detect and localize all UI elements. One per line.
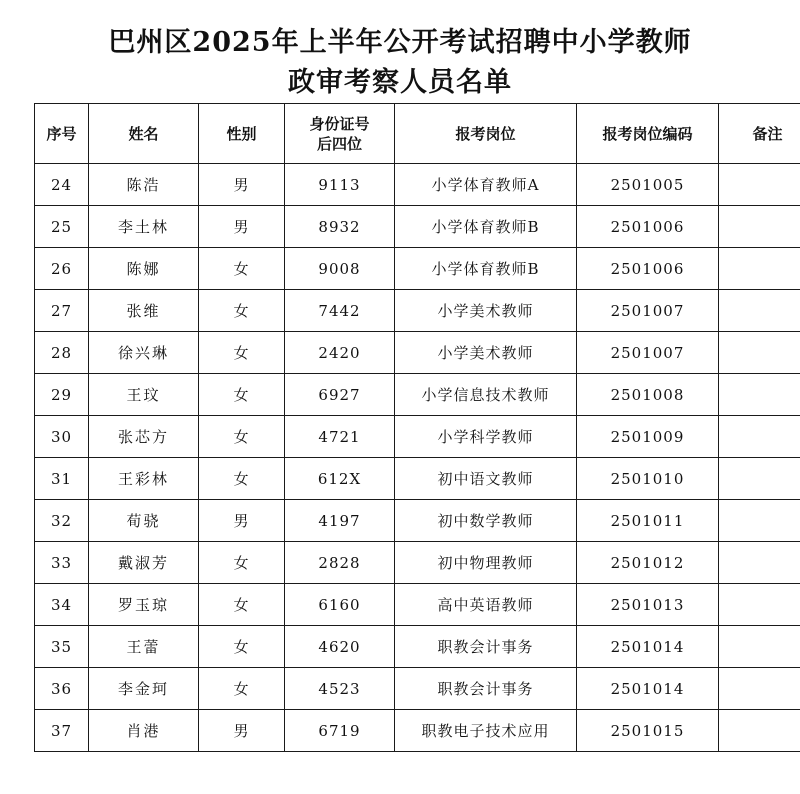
table-row	[35, 500, 800, 542]
table-row	[35, 584, 800, 626]
cell-remark	[719, 164, 800, 206]
cell-position: 高中英语教师	[395, 584, 577, 626]
cell-id-last4: 6927	[285, 374, 395, 416]
cell-position: 职教会计事务	[395, 626, 577, 668]
cell-remark	[719, 500, 800, 542]
cell-remark	[719, 710, 800, 752]
cell-seq: 33	[35, 542, 89, 584]
cell-seq: 35	[35, 626, 89, 668]
header-remark: 备注	[719, 104, 800, 164]
cell-remark	[719, 206, 800, 248]
cell-seq: 31	[35, 458, 89, 500]
cell-id-last4: 4721	[285, 416, 395, 458]
cell-name: 王蕾	[89, 626, 199, 668]
cell-name: 王玟	[89, 374, 199, 416]
cell-gender: 男	[199, 710, 285, 752]
cell-name: 张芯方	[89, 416, 199, 458]
table-row	[35, 542, 800, 584]
cell-id-last4: 4197	[285, 500, 395, 542]
cell-seq: 36	[35, 668, 89, 710]
cell-seq: 37	[35, 710, 89, 752]
cell-position-code: 2501009	[577, 416, 719, 458]
table-row	[35, 416, 800, 458]
header-position-code: 报考岗位编码	[577, 104, 719, 164]
cell-position-code: 2501015	[577, 710, 719, 752]
cell-position: 小学科学教师	[395, 416, 577, 458]
cell-position-code: 2501012	[577, 542, 719, 584]
cell-position: 职教会计事务	[395, 668, 577, 710]
cell-id-last4: 9008	[285, 248, 395, 290]
cell-gender: 女	[199, 332, 285, 374]
cell-position-code: 2501013	[577, 584, 719, 626]
cell-position: 职教电子技术应用	[395, 710, 577, 752]
cell-position-code: 2501006	[577, 248, 719, 290]
cell-gender: 女	[199, 290, 285, 332]
cell-seq: 27	[35, 290, 89, 332]
document-title: 巴州区2025年上半年公开考试招聘中小学教师	[108, 27, 692, 58]
cell-id-last4: 8932	[285, 206, 395, 248]
cell-position: 小学体育教师B	[395, 248, 577, 290]
header-name: 姓名	[89, 104, 199, 164]
header-row	[35, 104, 800, 164]
cell-remark	[719, 332, 800, 374]
cell-seq: 24	[35, 164, 89, 206]
cell-gender: 男	[199, 500, 285, 542]
cell-gender: 女	[199, 584, 285, 626]
header-gender: 性别	[199, 104, 285, 164]
cell-gender: 女	[199, 248, 285, 290]
cell-remark	[719, 374, 800, 416]
cell-position: 初中数学教师	[395, 500, 577, 542]
header-seq: 序号	[35, 104, 89, 164]
header-id-last4	[285, 104, 395, 164]
cell-remark	[719, 542, 800, 584]
cell-gender: 女	[199, 626, 285, 668]
cell-position: 小学美术教师	[395, 332, 577, 374]
cell-name: 李土林	[89, 206, 199, 248]
cell-position-code: 2501008	[577, 374, 719, 416]
cell-seq: 26	[35, 248, 89, 290]
cell-name: 王彩林	[89, 458, 199, 500]
cell-remark	[719, 248, 800, 290]
cell-gender: 女	[199, 458, 285, 500]
cell-seq: 30	[35, 416, 89, 458]
cell-position-code: 2501010	[577, 458, 719, 500]
cell-name: 李金珂	[89, 668, 199, 710]
cell-remark	[719, 626, 800, 668]
cell-position-code: 2501006	[577, 206, 719, 248]
cell-remark	[719, 416, 800, 458]
cell-position: 初中语文教师	[395, 458, 577, 500]
cell-name: 戴淑芳	[89, 542, 199, 584]
roster-table	[34, 103, 800, 752]
table-row	[35, 248, 800, 290]
cell-name: 张维	[89, 290, 199, 332]
cell-position-code: 2501011	[577, 500, 719, 542]
cell-position: 小学信息技术教师	[395, 374, 577, 416]
table-row	[35, 626, 800, 668]
cell-id-last4: 2420	[285, 332, 395, 374]
cell-position-code: 2501007	[577, 290, 719, 332]
table-row	[35, 458, 800, 500]
cell-seq: 32	[35, 500, 89, 542]
cell-id-last4: 6719	[285, 710, 395, 752]
cell-position: 小学体育教师B	[395, 206, 577, 248]
table-row	[35, 710, 800, 752]
cell-seq: 29	[35, 374, 89, 416]
cell-seq: 34	[35, 584, 89, 626]
cell-name: 陈浩	[89, 164, 199, 206]
cell-gender: 女	[199, 416, 285, 458]
cell-position-code: 2501014	[577, 668, 719, 710]
cell-seq: 25	[35, 206, 89, 248]
cell-position-code: 2501005	[577, 164, 719, 206]
table-row	[35, 668, 800, 710]
cell-id-last4: 6160	[285, 584, 395, 626]
header-id-line2: 后四位	[316, 134, 362, 153]
cell-remark	[719, 458, 800, 500]
cell-gender: 男	[199, 164, 285, 206]
table-row	[35, 332, 800, 374]
cell-remark	[719, 290, 800, 332]
cell-remark	[719, 668, 800, 710]
cell-remark	[719, 584, 800, 626]
cell-name: 徐兴琳	[89, 332, 199, 374]
cell-position: 初中物理教师	[395, 542, 577, 584]
roster-body	[35, 164, 800, 752]
cell-position-code: 2501014	[577, 626, 719, 668]
cell-position-code: 2501007	[577, 332, 719, 374]
cell-gender: 女	[199, 374, 285, 416]
header-id-line1: 身份证号	[309, 114, 370, 133]
cell-name: 肖港	[89, 710, 199, 752]
cell-id-last4: 4620	[285, 626, 395, 668]
cell-name: 罗玉琼	[89, 584, 199, 626]
cell-position: 小学美术教师	[395, 290, 577, 332]
table-row	[35, 206, 800, 248]
cell-id-last4: 7442	[285, 290, 395, 332]
cell-id-last4: 4523	[285, 668, 395, 710]
table-row	[35, 374, 800, 416]
cell-seq: 28	[35, 332, 89, 374]
cell-gender: 女	[199, 542, 285, 584]
cell-name: 陈娜	[89, 248, 199, 290]
table-row	[35, 164, 800, 206]
cell-gender: 女	[199, 668, 285, 710]
cell-position: 小学体育教师A	[395, 164, 577, 206]
cell-id-last4: 612X	[285, 458, 395, 500]
table-row	[35, 290, 800, 332]
header-position: 报考岗位	[395, 104, 577, 164]
cell-name: 荀骁	[89, 500, 199, 542]
cell-gender: 男	[199, 206, 285, 248]
cell-id-last4: 2828	[285, 542, 395, 584]
document-subtitle: 政审考察人员名单	[288, 67, 512, 98]
cell-id-last4: 9113	[285, 164, 395, 206]
